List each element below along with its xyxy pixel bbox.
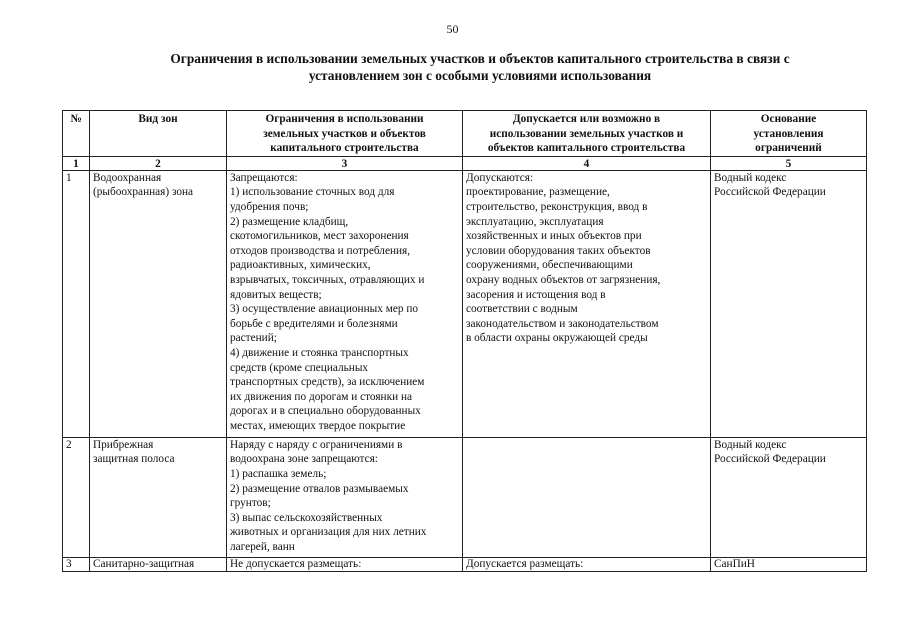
zone-type-cell: Водоохранная (рыбоохранная) зона (90, 170, 227, 437)
row-number: 1 (63, 170, 90, 437)
table-row (63, 437, 867, 557)
column-number: 5 (711, 156, 867, 170)
basis-cell: Водный кодекс Российской Федерации (711, 170, 867, 437)
column-number: 1 (63, 156, 90, 170)
column-number: 2 (90, 156, 227, 170)
header-restrictions: Ограничения в использовании земельных участков и объектов капитального строительства (227, 111, 463, 157)
header-zone-type: Вид зон (90, 111, 227, 157)
header-basis: Основание установления ограничений (711, 111, 867, 157)
zone-type-cell: Прибрежная защитная полоса (90, 437, 227, 557)
table-row (63, 557, 867, 571)
column-number: 4 (463, 156, 711, 170)
row-number: 2 (63, 437, 90, 557)
column-numbers-row (63, 156, 867, 170)
title-line: Ограничения в использовании земельных участков и объектов капитального строительства в связи с (170, 51, 790, 66)
zone-type-cell: Санитарно-защитная (90, 557, 227, 571)
document-title (100, 50, 860, 84)
basis-cell: Водный кодекс Российской Федерации (711, 437, 867, 557)
restrictions-cell: Наряду с наряду с ограничениями в водоохрана зоне запрещаются: 1) распашка земель; 2) размещение отвалов размываемых грунтов; 3) выпас сельскохозяйственных животных и организация для них летних лагерей, ванн (227, 437, 463, 557)
basis-cell: СанПиН (711, 557, 867, 571)
row-number: 3 (63, 557, 90, 571)
title-line: установлением зон с особыми условиями использования (308, 68, 652, 83)
table-row (63, 170, 867, 437)
header-allowed: Допускается или возможно в использовании земельных участков и объектов капитального строительства (463, 111, 711, 157)
column-number: 3 (227, 156, 463, 170)
header-number: № (63, 111, 90, 157)
restrictions-cell: Не допускается размещать: (227, 557, 463, 571)
restrictions-cell: Запрещаются: 1) использование сточных вод для удобрения почв; 2) размещение кладбищ, скотомогильников, мест захоронения отходов производства и потребления, радиоактивных, химических, взрывчатых, токсичных, отравляющих и ядовитых веществ; 3) осуществление авиационных мер по борьбе с вредителями и болезнями растений; 4) движение и стоянка транспортных средств (кроме специальных транспортных средств), за исключением их движения по дорогам и стоянки на дорогах и в специально оборудованных местах, имеющих твердое покрытие (227, 170, 463, 437)
zones-restrictions-table (62, 110, 867, 572)
page-number: 50 (446, 22, 459, 36)
table-header-row (63, 111, 867, 157)
allowed-cell (463, 437, 711, 557)
allowed-cell: Допускается размещать: (463, 557, 711, 571)
allowed-cell: Допускаются: проектирование, размещение, строительство, реконструкция, ввод в эксплуатацию, эксплуатация хозяйственных и иных объектов при условии оборудования таких объектов сооружениями, обеспечивающими охрану водных объектов от загрязнения, засорения и истощения вод в соответствии с водным законодательством и законодательством в области охраны окружающей среды (463, 170, 711, 437)
